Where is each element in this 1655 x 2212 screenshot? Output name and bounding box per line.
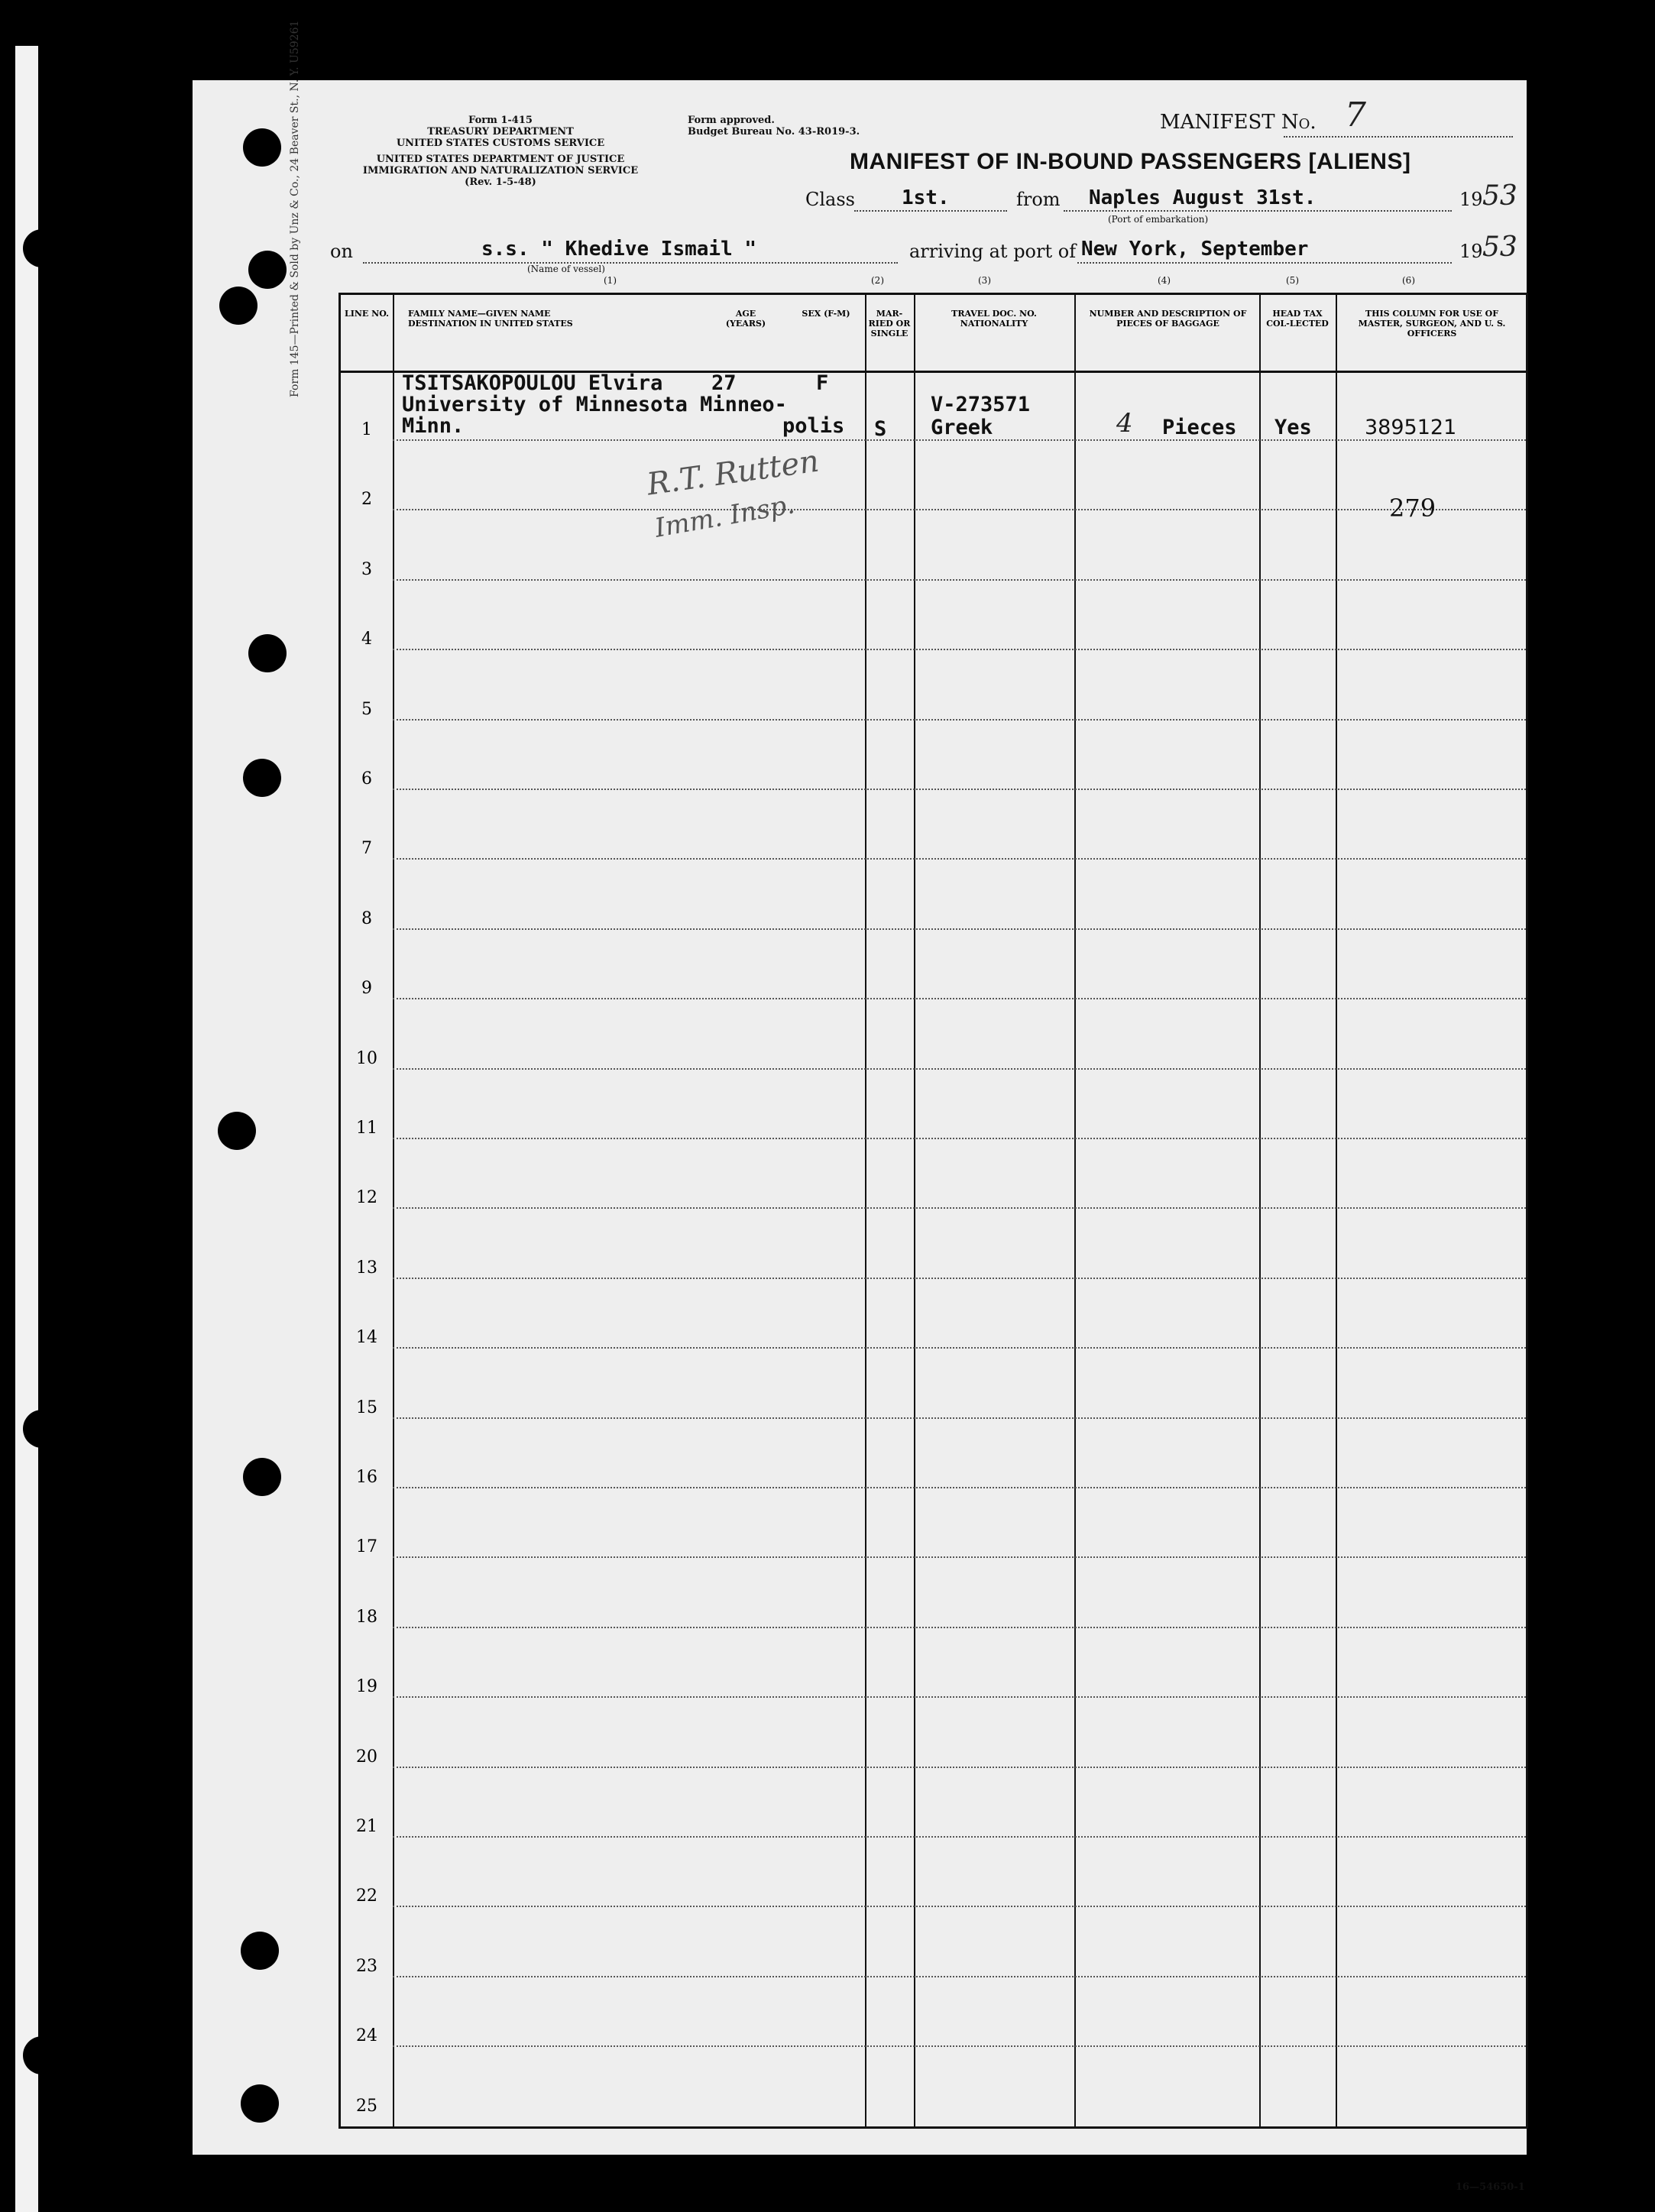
- line-number: 21: [356, 1817, 377, 1836]
- port-embarkation-caption: (Port of embarkation): [1108, 214, 1209, 225]
- line-number: 4: [361, 630, 372, 649]
- table-row: [341, 1071, 1526, 1141]
- table-row: [341, 1351, 1526, 1420]
- col4-number: (4): [1158, 275, 1171, 286]
- line-number: 19: [356, 1677, 377, 1697]
- nationality: Greek: [931, 416, 993, 439]
- form-approval: Form approved. Budget Bureau No. 43-R019-3.: [688, 115, 860, 138]
- table-row: [341, 1211, 1526, 1281]
- year2-value: 53: [1482, 232, 1517, 263]
- table-row: [341, 1770, 1526, 1839]
- vessel-column-number: (1): [604, 275, 617, 286]
- col-line-no: LINE NO.: [345, 309, 389, 319]
- col2-number: (2): [871, 275, 884, 286]
- table-row: [341, 1839, 1526, 1909]
- arriving-label: arriving at port of: [909, 241, 1077, 262]
- vessel-name: s.s. " Khedive Ismail ": [481, 238, 757, 261]
- col6-number: (6): [1402, 275, 1415, 286]
- table-row: [341, 582, 1526, 652]
- col-sex: SEX (F-M): [802, 309, 850, 319]
- class-value: 1st.: [902, 186, 950, 209]
- table-row: [341, 1490, 1526, 1559]
- line-number: 20: [356, 1747, 377, 1767]
- marital-status: S: [874, 417, 887, 441]
- line-number: 24: [356, 2026, 377, 2046]
- line-number: 15: [356, 1397, 377, 1417]
- table-row: [341, 1979, 1526, 2048]
- line-number: 23: [356, 1956, 377, 1976]
- inspector-signature: R.T. Rutten: [644, 443, 821, 503]
- table-row: [341, 1700, 1526, 1770]
- col3-number: (3): [978, 275, 991, 286]
- passenger-destination-line2b: polis: [782, 414, 845, 438]
- table-row: [341, 1002, 1526, 1071]
- line-number: 3: [361, 559, 372, 579]
- col-head-tax: HEAD TAX COL-LECTED: [1266, 309, 1329, 329]
- passenger-destination-line1: University of Minnesota Minneo-: [402, 393, 787, 416]
- col-travel-doc: TRAVEL DOC. NO. NATIONALITY: [951, 309, 1037, 329]
- col-married: MAR-RIED OR SINGLE: [868, 309, 911, 338]
- line-number: 12: [356, 1188, 377, 1208]
- table-row: [341, 513, 1526, 582]
- vessel-caption: (Name of vessel): [527, 264, 605, 274]
- from-value: Naples August 31st.: [1089, 186, 1317, 209]
- line-number: 6: [361, 769, 372, 789]
- passenger-sex: F: [816, 371, 829, 395]
- table-row: [341, 722, 1526, 792]
- line-number: 13: [356, 1258, 377, 1278]
- table-row: [341, 1909, 1526, 1979]
- manifest-number: 7: [1345, 96, 1366, 134]
- form-header-left: Form 1-415 TREASURY DEPARTMENT UNITED STATES CUSTOMS SERVICE UNITED STATES DEPARTMENT OF JUSTICE IMMIGRATION AND NATURALIZATION SERVICE (Rev. 1-5-48): [362, 115, 639, 188]
- passenger-destination-line2a: Minn.: [402, 414, 465, 438]
- table-row: [341, 862, 1526, 931]
- line-number: 5: [361, 699, 372, 719]
- class-label: Class: [805, 189, 855, 210]
- line-number: 14: [356, 1328, 377, 1348]
- baggage-count: 4: [1116, 408, 1133, 439]
- line-number: 11: [356, 1119, 377, 1138]
- table-row: [341, 1141, 1526, 1210]
- inspector-title: Imm. Insp.: [652, 489, 797, 544]
- footer-code: 16—54650-1: [1456, 2181, 1525, 2193]
- officer-number: 3895121: [1365, 416, 1457, 439]
- table-row: [341, 931, 1526, 1001]
- year2-prefix: 19: [1459, 241, 1483, 262]
- arrival-port: New York, September: [1081, 238, 1309, 261]
- table-row: [341, 1560, 1526, 1630]
- table-row: [341, 1420, 1526, 1490]
- line-number: 17: [356, 1537, 377, 1557]
- from-label: from: [1016, 189, 1061, 210]
- table-row: [341, 792, 1526, 861]
- head-tax-collected: Yes: [1274, 416, 1312, 439]
- line-number: 7: [361, 839, 372, 859]
- col-baggage: NUMBER AND DESCRIPTION OF PIECES OF BAGGAGE: [1089, 309, 1247, 329]
- year-prefix: 19: [1459, 189, 1483, 210]
- line-number: 18: [356, 1607, 377, 1627]
- manifest-number-label: MANIFEST No.: [1160, 111, 1317, 134]
- col5-number: (5): [1286, 275, 1299, 286]
- line-number: 10: [356, 1048, 377, 1068]
- line-number: 25: [356, 2096, 377, 2116]
- line-number: 1: [361, 420, 372, 439]
- page-title: MANIFEST OF IN-BOUND PASSENGERS [ALIENS]: [850, 149, 1411, 174]
- line-number: 16: [356, 1468, 377, 1487]
- passenger-age: 27: [711, 371, 737, 395]
- travel-doc-number: V-273571: [931, 393, 1031, 416]
- table-row: [341, 653, 1526, 722]
- row2-note: 279: [1389, 494, 1436, 523]
- baggage-description: Pieces: [1162, 416, 1237, 439]
- year-value: 53: [1482, 180, 1517, 212]
- line-number: 22: [356, 1887, 377, 1906]
- table-row: [341, 2049, 1526, 2119]
- line-number: 9: [361, 979, 372, 999]
- manifest-table: [338, 293, 1528, 2129]
- table-row: [341, 442, 1526, 512]
- binding-strip: [15, 46, 38, 2212]
- line-number: 2: [361, 490, 372, 510]
- on-label: on: [330, 241, 353, 262]
- line-number: 8: [361, 908, 372, 928]
- passenger-name: TSITSAKOPOULOU Elvira: [402, 371, 663, 395]
- printer-imprint: Form 145—Printed & Sold by Unz & Co., 24 Beaver St., N. Y. U59261: [289, 20, 301, 397]
- col-name-dest: FAMILY NAME—GIVEN NAME DESTINATION IN UNITED STATES: [408, 309, 573, 329]
- col-age: AGE (YEARS): [725, 309, 766, 329]
- table-row: [341, 1281, 1526, 1350]
- table-row: [341, 1630, 1526, 1699]
- col-officers: THIS COLUMN FOR USE OF MASTER, SURGEON, AND U. S. OFFICERS: [1358, 309, 1506, 338]
